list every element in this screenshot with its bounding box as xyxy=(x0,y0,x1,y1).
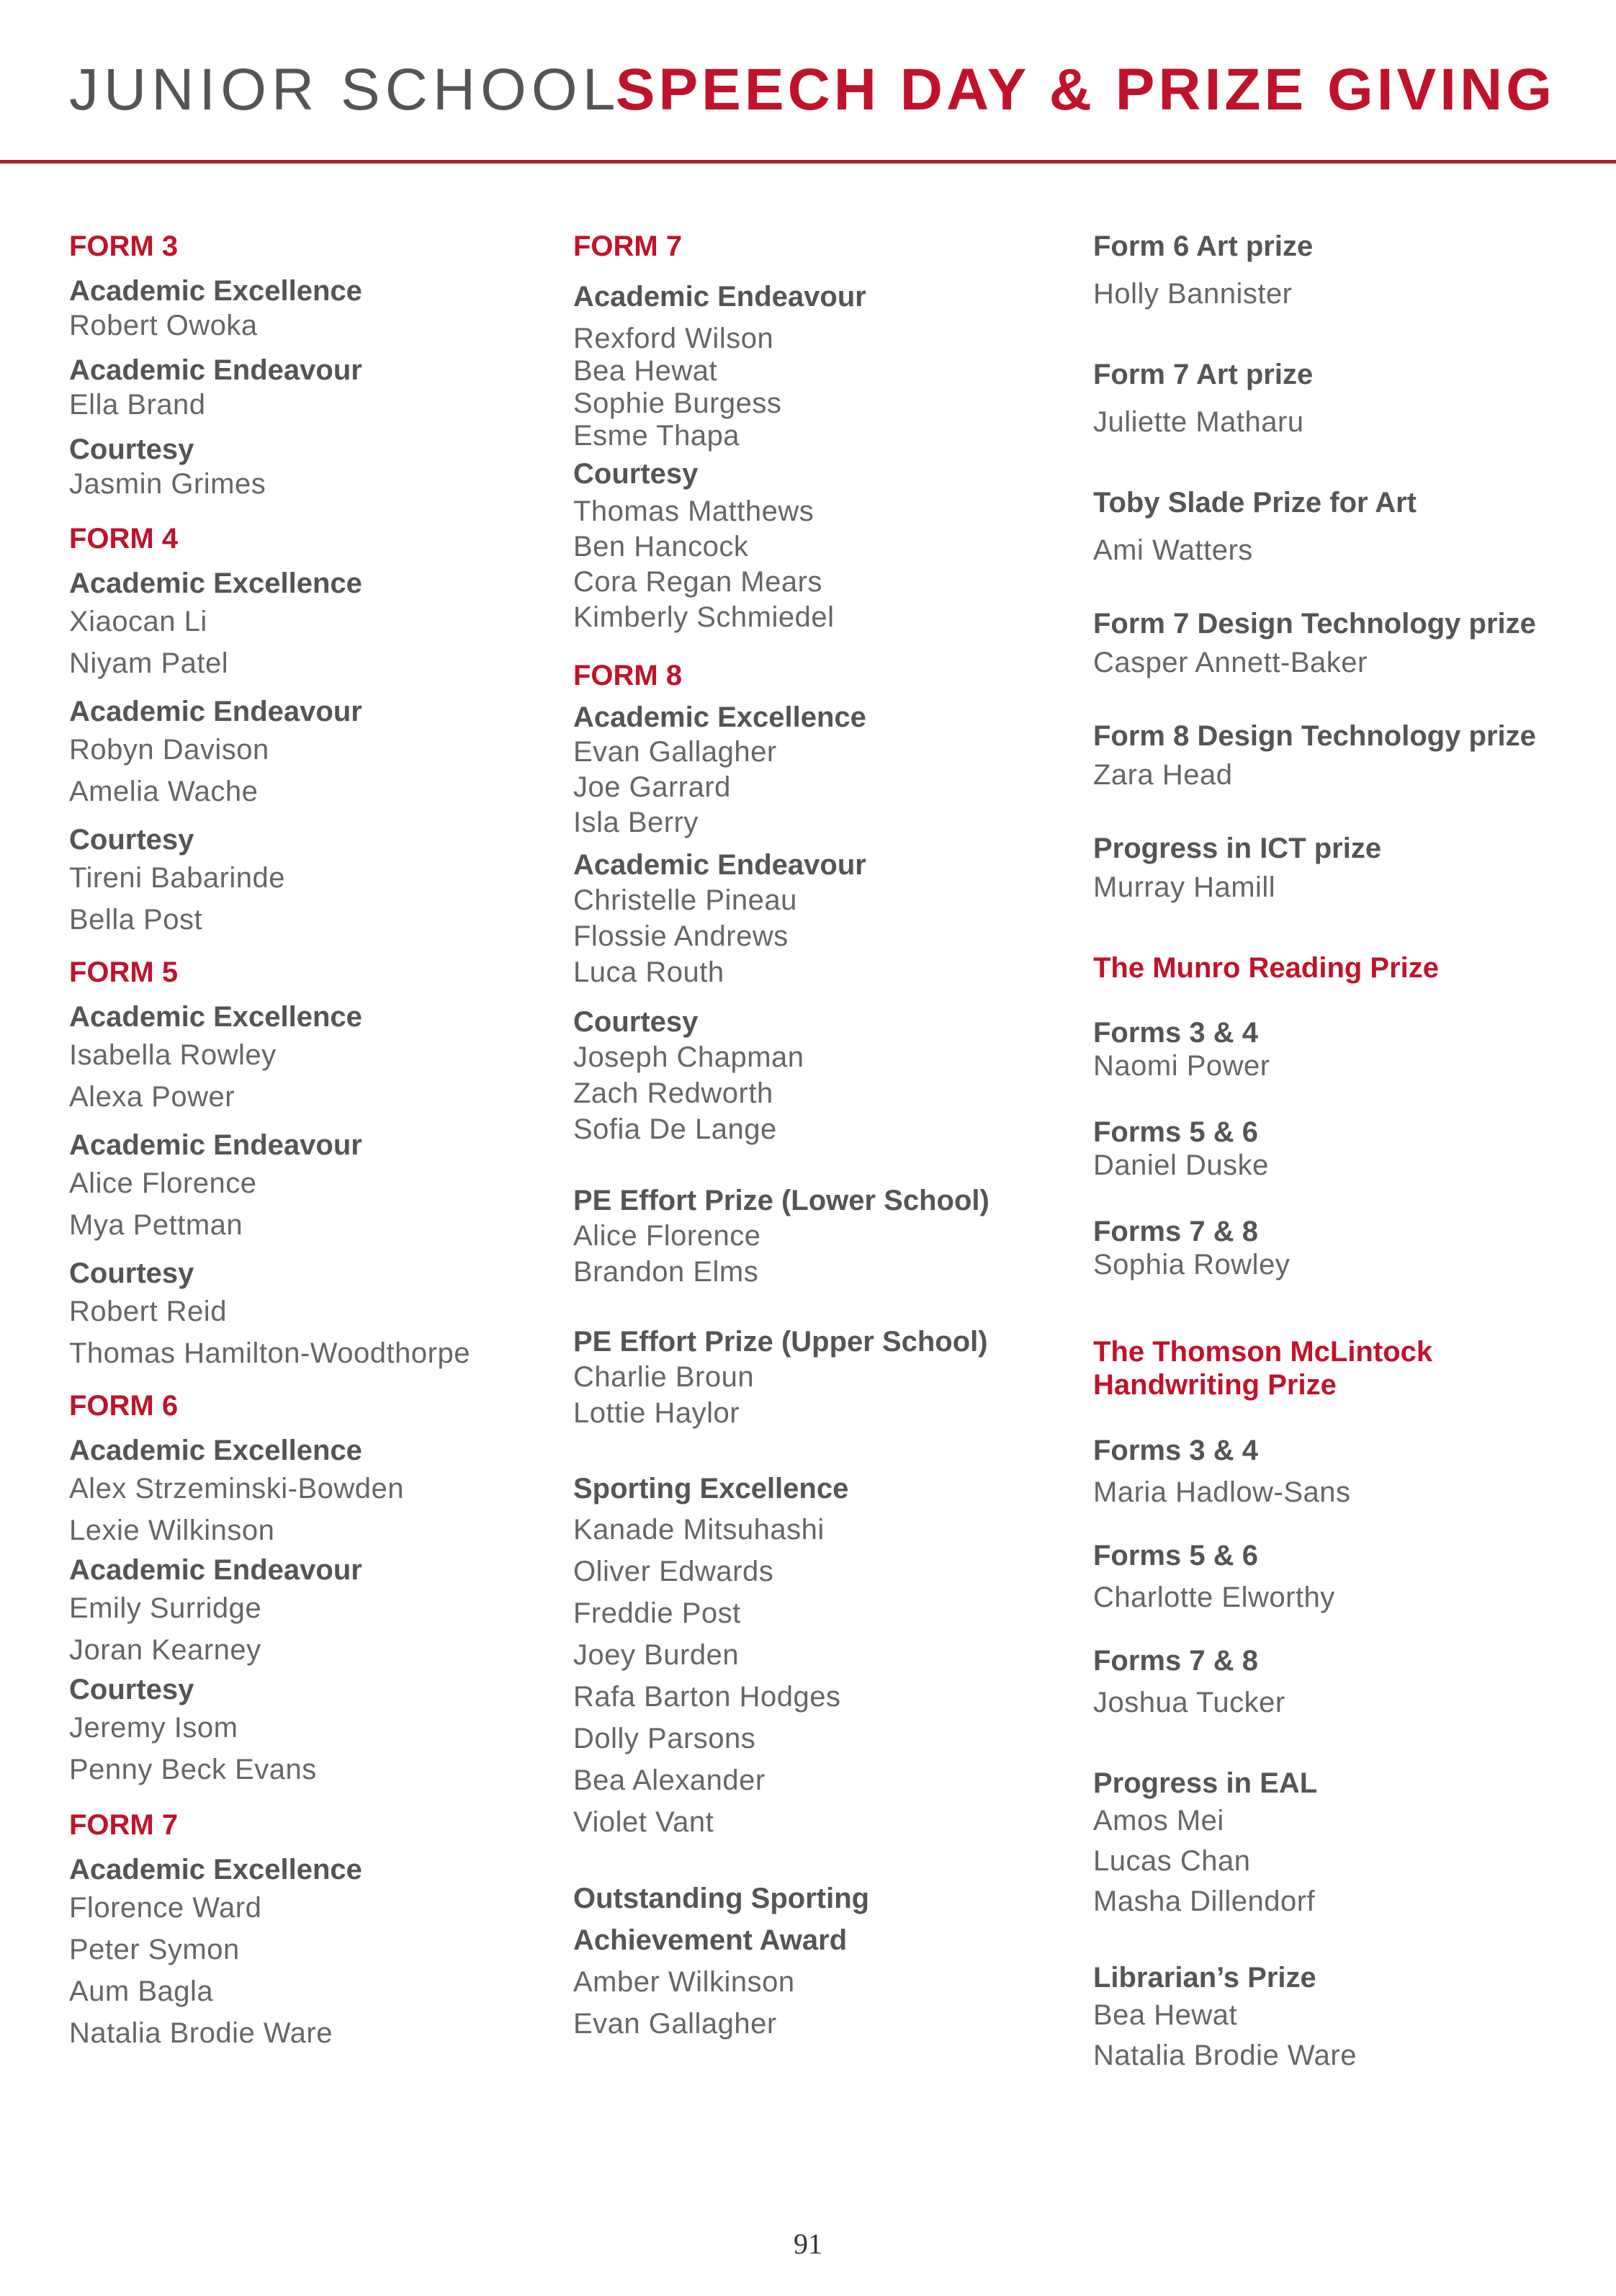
award-name: Amelia Wache xyxy=(69,776,259,807)
award-name: Sophie Burgess xyxy=(573,387,782,419)
award-name: Isla Berry xyxy=(573,807,699,838)
category-label: Outstanding Sporting xyxy=(573,1883,870,1914)
award-name: Joran Kearney xyxy=(69,1634,261,1666)
category-label: PE Effort Prize (Upper School) xyxy=(573,1326,988,1358)
column-1 xyxy=(69,229,566,2054)
award-name: Jeremy Isom xyxy=(69,1712,238,1744)
award-name: Oliver Edwards xyxy=(573,1556,774,1587)
category-label: Progress in EAL xyxy=(1093,1767,1318,1799)
category-label: Forms 5 & 6 xyxy=(1093,1540,1258,1571)
award-name: Penny Beck Evans xyxy=(69,1754,317,1785)
award-name: Peter Symon xyxy=(69,1934,240,1965)
award-name: Freddie Post xyxy=(573,1597,741,1629)
category-label: Librarian’s Prize xyxy=(1093,1962,1316,1994)
award-name: Rafa Barton Hodges xyxy=(573,1681,841,1713)
category-label: Form 7 Art prize xyxy=(1093,359,1314,390)
award-name: Natalia Brodie Ware xyxy=(69,2017,333,2049)
award-name: Alice Florence xyxy=(69,1167,257,1199)
prize-heading: The Munro Reading Prize xyxy=(1093,952,1440,984)
award-name: Xiaocan Li xyxy=(69,606,207,637)
category-label: Academic Excellence xyxy=(69,1854,362,1885)
award-name: Robert Owoka xyxy=(69,310,258,341)
category-label: Forms 7 & 8 xyxy=(1093,1216,1258,1247)
category-label: Courtesy xyxy=(69,1257,194,1289)
category-label: Form 7 Design Technology prize xyxy=(1093,608,1536,640)
award-name: Sophia Rowley xyxy=(1093,1249,1290,1281)
category-label: Courtesy xyxy=(69,824,194,856)
award-name: Florence Ward xyxy=(69,1892,262,1924)
award-name: Zach Redworth xyxy=(573,1077,773,1109)
form-heading: FORM 3 xyxy=(69,230,179,262)
award-name: Kanade Mitsuhashi xyxy=(573,1514,825,1546)
form-heading: FORM 6 xyxy=(69,1390,179,1422)
award-name: Amber Wilkinson xyxy=(573,1966,795,1998)
page-header xyxy=(0,0,1616,164)
award-name: Charlie Broun xyxy=(573,1361,755,1393)
award-name: Joe Garrard xyxy=(573,771,731,803)
category-label: Courtesy xyxy=(69,434,194,465)
category-label: Courtesy xyxy=(573,1006,699,1038)
award-name: Joshua Tucker xyxy=(1093,1687,1285,1718)
category-label: Academic Endeavour xyxy=(573,281,866,313)
award-name: Jasmin Grimes xyxy=(69,468,266,500)
award-name: Alex Strzeminski-Bowden xyxy=(69,1473,404,1504)
category-label: Achievement Award xyxy=(573,1924,848,1956)
award-name: Lexie Wilkinson xyxy=(69,1515,275,1546)
award-name: Emily Surridge xyxy=(69,1592,262,1624)
award-name: Amos Mei xyxy=(1093,1805,1224,1837)
form-heading: FORM 8 xyxy=(573,660,683,691)
award-name: Thomas Matthews xyxy=(573,495,814,527)
award-name: Masha Dillendorf xyxy=(1093,1885,1316,1917)
award-name: Cora Regan Mears xyxy=(573,566,822,598)
award-name: Bea Hewat xyxy=(573,355,718,387)
award-name: Natalia Brodie Ware xyxy=(1093,2040,1357,2071)
category-label: Forms 7 & 8 xyxy=(1093,1645,1258,1677)
category-label: Form 6 Art prize xyxy=(1093,230,1314,262)
award-name: Bea Hewat xyxy=(1093,1999,1238,2031)
award-name: Bea Alexander xyxy=(573,1764,766,1796)
category-label: Sporting Excellence xyxy=(573,1473,849,1504)
category-label: Forms 3 & 4 xyxy=(1093,1435,1258,1466)
category-label: Academic Excellence xyxy=(69,1001,362,1033)
award-name: Naomi Power xyxy=(1093,1050,1270,1082)
form-heading: FORM 5 xyxy=(69,956,179,988)
award-name: Lucas Chan xyxy=(1093,1845,1251,1877)
category-label: Academic Excellence xyxy=(69,275,362,307)
category-label: Academic Endeavour xyxy=(573,849,866,881)
form-heading: FORM 7 xyxy=(573,230,683,262)
section-title: JUNIOR SCHOOL xyxy=(69,57,621,122)
form-heading: FORM 4 xyxy=(69,523,179,555)
award-name: Sofia De Lange xyxy=(573,1113,777,1145)
award-name: Luca Routh xyxy=(573,956,724,988)
header-divider xyxy=(0,160,1616,163)
page-number: 91 xyxy=(794,2228,822,2260)
award-name: Ami Watters xyxy=(1093,534,1253,566)
award-name: Ben Hancock xyxy=(573,531,749,562)
award-name: Maria Hadlow-Sans xyxy=(1093,1476,1351,1508)
award-name: Christelle Pineau xyxy=(573,884,797,916)
prize-heading: Handwriting Prize xyxy=(1093,1369,1337,1401)
award-name: Bella Post xyxy=(69,904,203,936)
award-name: Joseph Chapman xyxy=(573,1041,804,1073)
category-label: Progress in ICT prize xyxy=(1093,833,1382,864)
award-name: Flossie Andrews xyxy=(573,920,789,952)
category-label: Academic Endeavour xyxy=(69,1129,362,1161)
award-name: Zara Head xyxy=(1093,759,1233,791)
award-name: Aum Bagla xyxy=(69,1976,214,2007)
award-name: Tireni Babarinde xyxy=(69,862,286,894)
award-name: Evan Gallagher xyxy=(573,2008,777,2040)
column-3 xyxy=(1093,229,1583,2076)
award-name: Murray Hamill xyxy=(1093,871,1276,903)
award-name: Dolly Parsons xyxy=(573,1723,756,1754)
award-name: Robert Reid xyxy=(69,1296,227,1327)
award-name: Niyam Patel xyxy=(69,647,229,679)
category-label: Academic Excellence xyxy=(69,1435,362,1466)
award-name: Ella Brand xyxy=(69,389,206,421)
category-label: Forms 3 & 4 xyxy=(1093,1017,1258,1049)
event-title: SPEECH DAY & PRIZE GIVING xyxy=(615,57,1556,122)
award-name: Juliette Matharu xyxy=(1093,406,1304,438)
award-name: Holly Bannister xyxy=(1093,278,1293,310)
award-name: Alice Florence xyxy=(573,1220,761,1252)
award-name: Robyn Davison xyxy=(69,734,269,766)
award-name: Rexford Wilson xyxy=(573,323,774,354)
award-name: Alexa Power xyxy=(69,1081,235,1113)
award-name: Brandon Elms xyxy=(573,1256,759,1288)
award-name: Thomas Hamilton-Woodthorpe xyxy=(69,1337,470,1369)
category-label: PE Effort Prize (Lower School) xyxy=(573,1185,989,1216)
award-name: Isabella Rowley xyxy=(69,1039,277,1071)
category-label: Form 8 Design Technology prize xyxy=(1093,720,1536,752)
category-label: Academic Endeavour xyxy=(69,1554,362,1586)
award-name: Joey Burden xyxy=(573,1639,740,1671)
category-label: Academic Endeavour xyxy=(69,696,362,727)
award-name: Mya Pettman xyxy=(69,1209,243,1241)
category-label: Academic Endeavour xyxy=(69,354,362,386)
award-name: Casper Annett-Baker xyxy=(1093,647,1368,678)
category-label: Courtesy xyxy=(69,1674,194,1705)
category-label: Forms 5 & 6 xyxy=(1093,1116,1258,1148)
award-name: Kimberly Schmiedel xyxy=(573,601,835,633)
category-label: Courtesy xyxy=(573,458,699,490)
award-name: Charlotte Elworthy xyxy=(1093,1582,1335,1613)
form-heading: FORM 7 xyxy=(69,1809,179,1841)
award-name: Esme Thapa xyxy=(573,420,740,452)
award-name: Daniel Duske xyxy=(1093,1149,1269,1181)
award-name: Violet Vant xyxy=(573,1806,714,1838)
award-name: Lottie Haylor xyxy=(573,1397,740,1429)
category-label: Toby Slade Prize for Art xyxy=(1093,487,1417,519)
prize-heading: The Thomson McLintock xyxy=(1093,1336,1433,1368)
award-name: Evan Gallagher xyxy=(573,736,777,768)
category-label: Academic Excellence xyxy=(69,568,362,599)
category-label: Academic Excellence xyxy=(573,701,866,733)
column-2 xyxy=(573,229,1070,2045)
